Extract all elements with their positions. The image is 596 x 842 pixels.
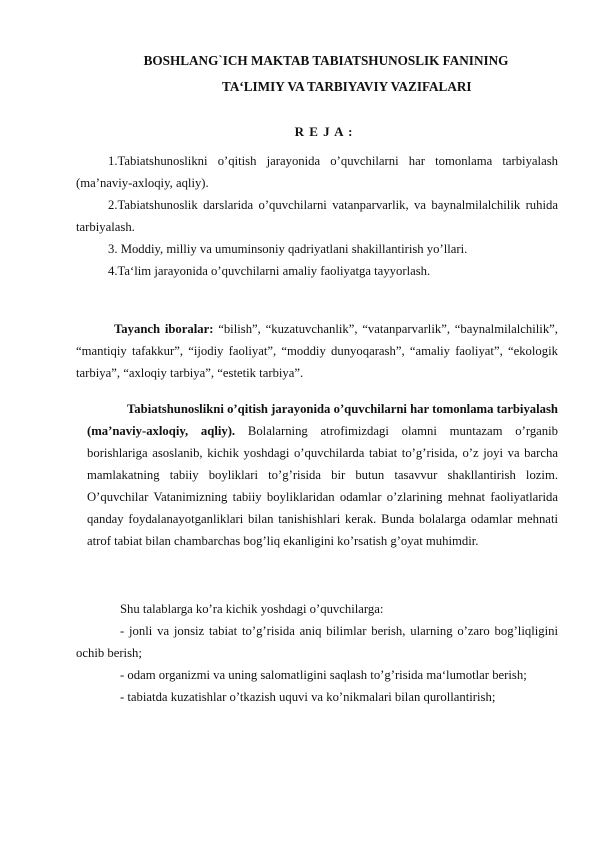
keywords-paragraph [76, 318, 558, 384]
requirement-item: - tabiatda kuzatishlar o’tkazish uquvi va ko’nikmalari bilan qurollantirish; [120, 690, 496, 704]
requirement-item: - odam organizmi va uning salomatligini saqlash to’g’risida ma‘lumotlar berish; [120, 668, 527, 682]
section-heading: Tabiatshunoslikni o’qitish jarayonida o’quvchilarni har tomonlama tarbiyalash (ma’naviy-axloqiy, aqliy). [87, 402, 558, 438]
keywords-text: “bilish”, “kuzatuvchanlik”, “vatanparvarlik”, “baynalmilalchilik”, “mantiqiy tafakkur”, “ijodiy faoliyat”, “moddiy dunyoqarash”, “amaliy faoliyat”, “ekologik tarbiya”, “axloqiy tarbiya”, “estetik tarbiya”. [76, 322, 558, 380]
keywords-label: Tayanch iboralar: [114, 322, 214, 336]
plan-heading: R E J A : [294, 124, 354, 139]
plan-item: 1.Tabiatshunoslikni o’qitish jarayonida o’quvchilarni har tomonlama tarbiyalash (ma’naviy-axloqiy, aqliy). [76, 154, 558, 190]
section-paragraph [87, 398, 558, 552]
plan-item: 2.Tabiatshunoslik darslarida o’quvchilarni vatanparvarlik, va baynalmilalchilik ruhida tarbiyalash. [76, 198, 558, 234]
section-body: Bolalarning atrofimizdagi olamni muntazam o’rganib borishlariga asoslanib, kichik yoshdagi o’quvchilarda tabiat to’g’risida, o’z joyi va barcha mamlakatning tabiiy boyliklari to’g’risida bir butun tasavvur shakllantirish lozim. O’quvchilar Vatanimizning tabiiy boyliklaridan odamlar o’zlarining mehnat faoliyatlarida qanday foydalanayotganliklari bilan tanishishlari kerak. Bunda bolalarga odamlar mehnati atrof tabiat bilan chambarchas bog’liq ekanligini ko’rsatish g’oyat muhimdir. [87, 424, 559, 548]
requirements-list [76, 598, 558, 708]
title-line-1: BOSHLANG`ICH MAKTAB TABIATSHUNOSLIK FANINING [143, 53, 509, 68]
requirement-item: - jonli va jonsiz tabiat to’g’risida aniq bilimlar berish, ularning o’zaro bog’liqligini ochib berish; [76, 624, 558, 660]
plan-list [76, 150, 558, 282]
plan-item: 3. Moddiy, milliy va umuminsoniy qadriyatlani shakillantirish yo’llari. [108, 242, 468, 256]
title-line-2: TA‘LIMIY VA TARBIYAVIY VAZIFALARI [222, 79, 472, 94]
plan-item: 4.Ta‘lim jarayonida o’quvchilarni amaliy faoliyatga tayyorlash. [108, 264, 431, 278]
requirements-intro: Shu talablarga ko’ra kichik yoshdagi o’quvchilarga: [120, 602, 384, 616]
